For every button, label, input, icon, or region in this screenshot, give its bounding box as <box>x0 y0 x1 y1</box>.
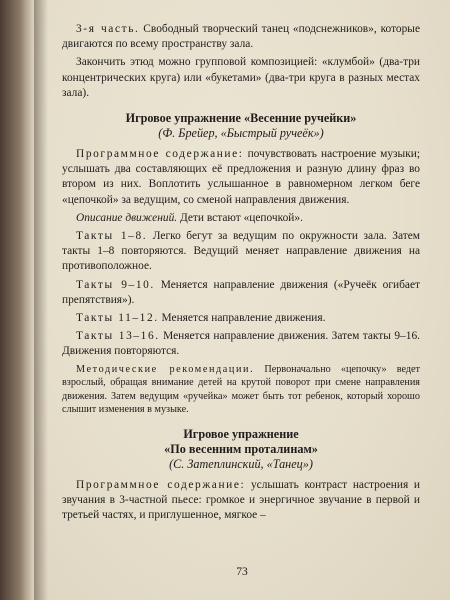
binding-shadow <box>34 0 48 600</box>
paragraph <box>62 22 420 52</box>
section-heading: Игровое упражнение «Весенние ручейки» <box>125 111 357 126</box>
paragraph <box>62 278 420 308</box>
section-subtitle: (Ф. Брейер, «Быстрый ручеёк») <box>158 126 324 141</box>
paragraph <box>62 211 420 226</box>
paragraph-text: Меняется направление движения («Ручеёк огибает препятствия»). <box>62 278 420 306</box>
section-heading-title: «По весенним проталинам» <box>164 442 318 457</box>
book-page <box>34 0 450 600</box>
paragraph-text: Первоначально «цепочку» ведет взрослый, обращая внимание детей на крутой поворот при смене направления движения. Затем ведущим «ручейка» может быть тот ребенок, который хорошо слышит изменения в музыке. <box>62 363 420 416</box>
page-number: 73 <box>236 566 248 578</box>
bars-label: Такты 11–12. <box>76 312 159 325</box>
program-label: Программное содержание: <box>76 479 246 492</box>
paragraph-text: почувствовать настроение музыки; услышать два составляющих её предложения и разную длину фраз во втором из них. Воплотить услышанное в равномерном легком беге «цепочкой» за ведущим, со сменой направления движения. <box>62 148 420 206</box>
paragraph <box>62 329 420 359</box>
paragraph-text: Меняется направление движения. Затем такты 9–16. Движения повторяются. <box>62 330 420 358</box>
section-subtitle: (С. Затеплинский, «Танец») <box>169 457 313 472</box>
program-label: Программное содержание: <box>76 148 244 161</box>
paragraph-text: услышать контраст настроения и звучания в 3-частной пьесе: громкое и энергичное звучание в первой и третьей частях, и приглушенное, мягкое – <box>62 479 420 522</box>
recommendations-label: Методические рекомендации. <box>76 363 255 375</box>
paragraph <box>62 478 420 524</box>
bars-label: Такты 13–16. <box>76 330 160 343</box>
paragraph <box>62 311 420 326</box>
bars-label: Такты 1–8. <box>76 230 148 243</box>
paragraph-text: Дети встают «цепочкой». <box>177 211 303 224</box>
paragraph-text: Легко бегут за ведущим по окружности зала. Затем такты 1–8 повторяются. Ведущий меняет направление движения на противоположное. <box>62 230 421 273</box>
paragraph <box>62 229 420 275</box>
description-label: Описание движений. <box>76 211 178 224</box>
paragraph <box>62 147 420 208</box>
section-heading: Игровое упражнение <box>183 427 299 442</box>
part-label: 3-я часть. <box>76 23 140 35</box>
page-text <box>62 22 420 527</box>
paragraph-text: Меняется направление движения. <box>158 312 326 325</box>
bars-label: Такты 9–10. <box>76 278 155 291</box>
paragraph: Закончить этюд можно групповой композицией: «клумбой» (два-три концентрических круга) или «букетами» (два-три круга в разных местах зала). <box>62 56 420 99</box>
paragraph-text: Свободный творческий танец «подснежников», которые двигаются по всему пространству зала. <box>62 23 421 51</box>
paragraph <box>62 363 420 417</box>
